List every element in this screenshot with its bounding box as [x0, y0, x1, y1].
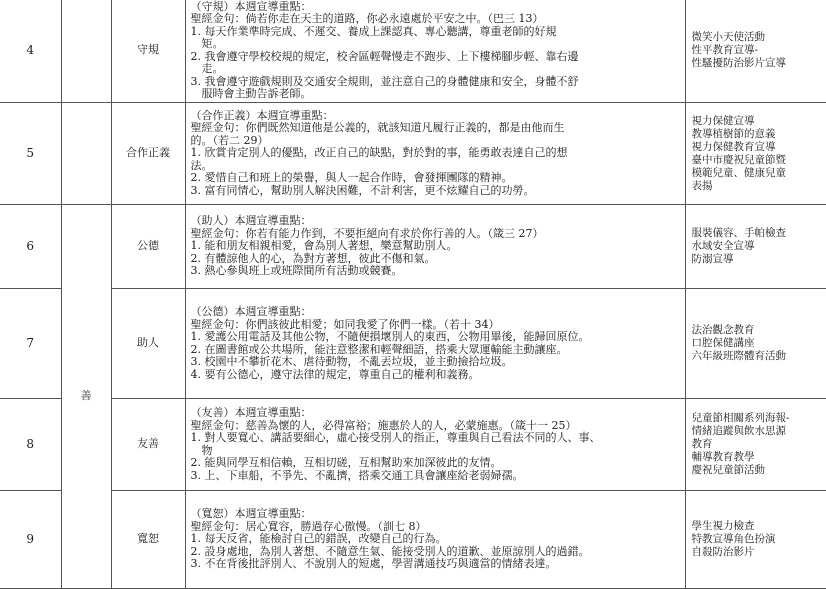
- scripture-verse: 聖經金句：你若有能力作到，不要拒絕向有求於你行善的人。（箴三 27）: [190, 226, 544, 240]
- content-line: 1. 對人要寬心、講話要細心，虛心接受別人的指正，尊重與自己看法不同的人、事、: [190, 431, 601, 444]
- activity-item: 視力保健宣導: [691, 114, 755, 127]
- table-row: [0, 491, 826, 589]
- weekly-content: [185, 289, 685, 399]
- activities-cell: [685, 103, 826, 205]
- activity-item: 教導植樹節的意義: [691, 127, 776, 140]
- content-line: 1. 愛護公用電話及其他公物，不隨便損壞別人的東西，公物用畢後，能歸回原位。: [190, 330, 590, 343]
- weekly-theme: 守規: [111, 0, 185, 103]
- content-line: （寬恕）本週宣導重點：: [190, 507, 312, 521]
- content-line: 2. 我會遵守學校校規的規定，校舍區輕聲慢走不跑步、上下樓梯腳步輕、靠右邊: [190, 49, 579, 63]
- weekly-content: [185, 205, 685, 289]
- activity-item: 防溺宣導: [691, 253, 734, 265]
- content-line: （守規）本週宣導重點：: [190, 0, 312, 13]
- content-line: 3. 不在背後批評別人、不說別人的短處，學習溝通技巧與適當的情緒表達。: [190, 557, 557, 571]
- content-line: 矩。: [190, 37, 224, 50]
- content-line: 2. 在圖書館或公共場所，能注意整潔和輕聲細語，搭乘大眾運輸能主動讓座。: [190, 342, 568, 356]
- activity-item: 慶祝兒童節活動: [691, 464, 765, 476]
- week-number: 8: [0, 399, 61, 491]
- scripture-verse: 聖經金句：你們該彼此相愛；如同我愛了你們一樣。（若十 34）: [190, 317, 500, 331]
- table-row: [0, 399, 826, 491]
- virtue-group: 善: [61, 205, 111, 589]
- content-line: 1. 每天作業準時完成、不遲交、養成上課認真、專心聽講，尊重老師的好規: [190, 24, 557, 38]
- content-line: 1. 欣賞肯定別人的優點，改正自己的缺點，對於對的事，能勇敢表達自己的想: [190, 146, 568, 160]
- activity-item: 性騷擾防治影片宣導: [691, 57, 786, 69]
- activity-item: 法治觀念教育: [691, 324, 755, 336]
- weekly-content: [185, 103, 685, 205]
- weekly-content: [185, 0, 685, 103]
- activity-item: 情緒追蹤與飲水思源: [691, 425, 786, 437]
- table-row: [0, 289, 826, 399]
- activity-item: 臺中市慶祝兒童節暨: [691, 153, 786, 166]
- weekly-theme: 友善: [111, 399, 185, 491]
- scripture-verse: 聖經金句：你們既然知道他是公義的，就該知道凡履行正義的，都是由他而生: [190, 121, 565, 135]
- week-number: 4: [0, 0, 61, 103]
- activities-cell: [685, 491, 826, 589]
- content-line: （友善）本週宣導重點：: [190, 406, 312, 419]
- scripture-verse: 聖經金句：慈善為懷的人，必得富裕；施惠於人的人，必蒙施惠。（箴十一 25）: [190, 418, 577, 432]
- activity-item: 兒童節相關系列海報-: [691, 412, 790, 424]
- content-line: 1. 每天反省，能檢討自己的錯誤，改變自己的行為。: [190, 532, 447, 546]
- activity-item: 輔導教育教學: [691, 451, 755, 463]
- activities-cell: [685, 289, 826, 399]
- content-line: 2. 能與同學互相信賴，互相切磋，互相幫助來加深彼此的友情。: [190, 456, 502, 469]
- content-line: 3. 熱心參與班上或班際間所有活動或競賽。: [190, 264, 403, 278]
- content-line: 3. 我會遵守遊戲規則及交通安全規則，並注意自己的身體健康和安全，身體不舒: [190, 74, 579, 88]
- activity-item: 六年級班際體育活動: [691, 350, 786, 362]
- week-number: 7: [0, 289, 61, 399]
- table-row: [0, 205, 826, 289]
- activity-item: 水域安全宣導: [691, 240, 755, 252]
- activity-item: 表揚: [691, 179, 713, 192]
- content-line: 3. 上、下車船，不爭先、不亂擠，搭乘交通工具會讓座給老弱婦孺。: [190, 468, 524, 482]
- virtue-cell-empty: [61, 103, 111, 205]
- activity-item: 口腔保健講座: [691, 337, 755, 349]
- content-line: 法。: [190, 158, 213, 172]
- content-line: 3. 富有同情心，幫助別人解決困難，不計利害，更不炫耀自己的功勞。: [190, 183, 535, 197]
- activity-item: 教育: [691, 438, 713, 450]
- content-line: （合作正義）本週宣導重點：: [190, 108, 334, 122]
- content-line: 1. 能和朋友相親相愛，會為別人著想，樂意幫助別人。: [190, 239, 458, 253]
- content-line: 物: [190, 443, 213, 457]
- content-line: 4. 要有公德心，遵守法律的規定，尊重自己的權利和義務。: [190, 367, 480, 381]
- content-line: （公德）本週宣導重點：: [190, 305, 312, 318]
- activities-cell: [685, 0, 826, 103]
- weekly-theme: 寬恕: [111, 491, 185, 589]
- table-row: [0, 103, 826, 205]
- virtue-cell-empty: [61, 0, 111, 103]
- week-number: 5: [0, 103, 61, 205]
- weekly-theme: 助人: [111, 289, 185, 399]
- content-line: （助人）本週宣導重點：: [190, 214, 312, 228]
- activities-cell: [685, 205, 826, 289]
- activities-cell: [685, 399, 826, 491]
- week-number: 6: [0, 205, 61, 289]
- content-line: 2. 設身處地，為別人著想、不隨意生氣、能接受別人的道歉、並原諒別人的過錯。: [190, 544, 590, 558]
- content-line: 走。: [190, 62, 224, 75]
- activity-item: 學生視力檢查: [691, 520, 755, 532]
- week-number: 9: [0, 491, 61, 589]
- weekly-content: [185, 399, 685, 491]
- content-line: 2. 有體諒他人的心，為對方著想，彼此不傷和氣。: [190, 251, 436, 265]
- activity-item: 服裝儀容、手帕檢查: [691, 227, 786, 239]
- weekly-theme: 公德: [111, 205, 185, 289]
- activity-item: 特教宣導角色扮演: [691, 533, 776, 545]
- activity-item: 微笑小天使活動: [691, 31, 765, 43]
- table-row: [0, 0, 826, 103]
- content-line: 服時會主動告訴老師。: [190, 87, 312, 100]
- content-line: 的。（若二 29）: [190, 133, 269, 147]
- scripture-verse: 聖經金句：居心寬容，勝過存心傲慢。（訓七 8）: [190, 519, 427, 533]
- weekly-theme: 合作正義: [111, 103, 185, 205]
- activity-item: 自殺防治影片: [691, 546, 755, 558]
- weekly-content: [185, 491, 685, 589]
- activity-item: 性平教育宣導-: [691, 44, 759, 56]
- scripture-verse: 聖經金句：倘若你走在天主的道路，你必永遠處於平安之中。（巴三 13）: [190, 12, 544, 25]
- content-line: 3. 校園中不攀折花木、虐待動物，不亂丟垃圾，並主動撿拾垃圾。: [190, 355, 513, 368]
- activity-item: 模範兒童、健康兒童: [691, 166, 786, 179]
- content-line: 2. 愛惜自己和班上的榮譽，與人一起合作時，會發揮團隊的精神。: [190, 171, 513, 185]
- activity-item: 視力保健教育宣導: [691, 140, 776, 153]
